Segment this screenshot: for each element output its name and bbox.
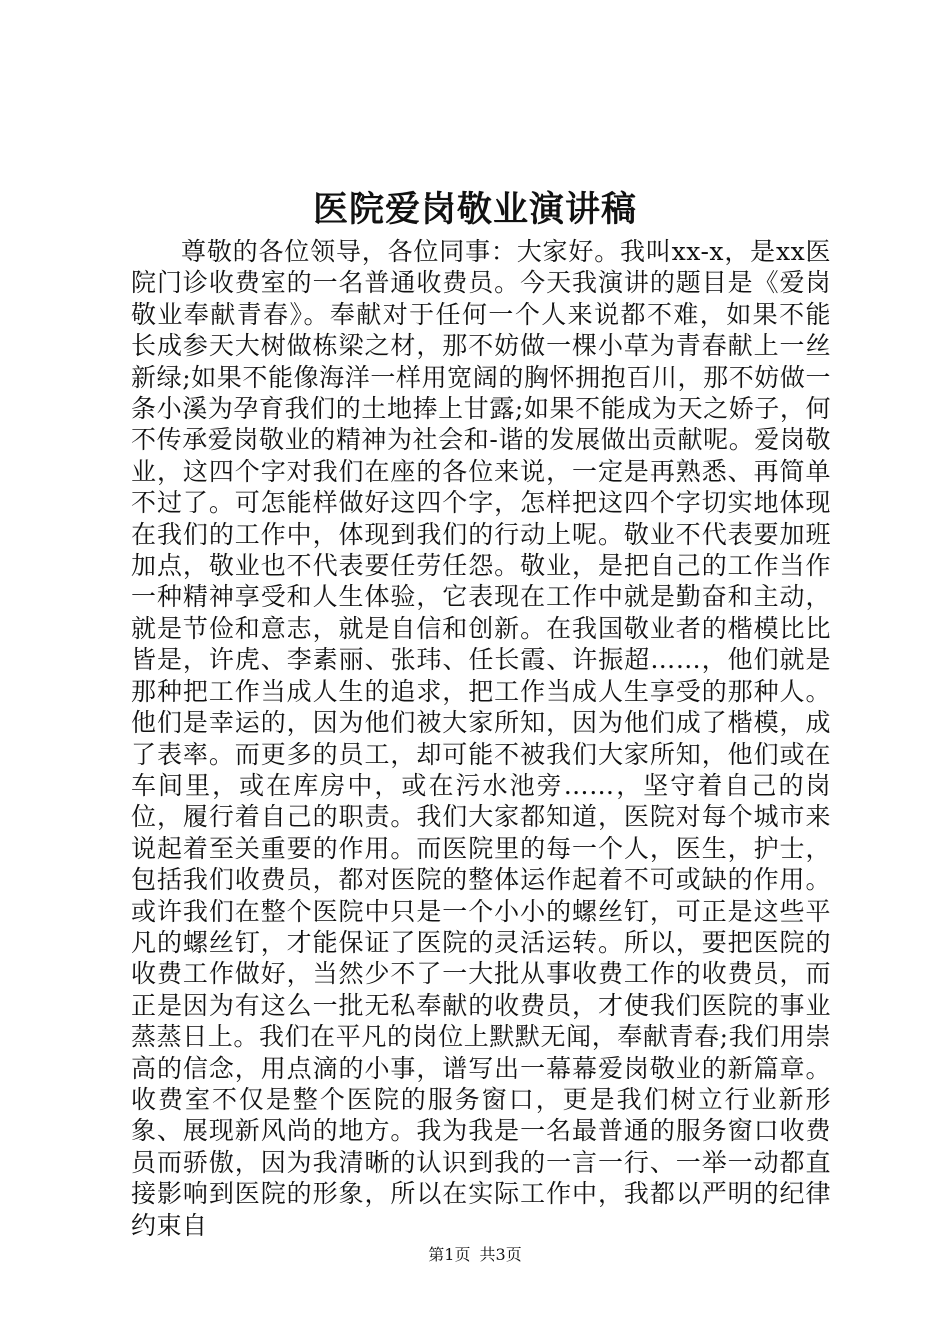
page-number: 第1页 (428, 1245, 471, 1264)
page-total: 共3页 (479, 1245, 522, 1264)
page-title: 医院爱岗敬业演讲稿 (312, 189, 637, 230)
page-footer (0, 1245, 950, 1265)
body-paragraph: 尊敬的各位领导，各位同事：大家好。我叫xx-x，是xx医院门诊收费室的一名普通收费员。今天我演讲的题目是《爱岗敬业奉献青春》。奉献对于任何一个人来说都不难，如果不能长成参天大树做栋梁之材，那不妨做一棵小草为青春献上一丝新绿;如果不能像海洋一样用宽阔的胸怀拥抱百川，那不妨做一条小溪为孕育我们的土地捧上甘露;如果不能成为天之娇子，何不传承爱岗敬业的精神为社会和-谐的发展做出贡献呢。爱岗敬业，这四个字对我们在座的各位来说，一定是再熟悉、再简单不过了。可怎能样做好这四个字，怎样把这四个字切实地体现在我们的工作中，体现到我们的行动上呢。敬业不代表要加班加点，敬业也不代表要任劳任怨。敬业，是把自己的工作当作一种精神享受和人生体验，它表现在工作中就是勤奋和主动，就是节俭和意志，就是自信和创新。在我国敬业者的楷模比比皆是，许虎、李素丽、张玮、任长霞、许振超……，他们就是那种把工作当成人生的追求，把工作当成人生享受的那种人。他们是幸运的，因为他们被大家所知，因为他们成了楷模，成了表率。而更多的员工，却可能不被我们大家所知，他们或在车间里，或在库房中，或在污水池旁……，坚守着自己的岗位，履行着自己的职责。我们大家都知道，医院对每个城市来说起着至关重要的作用。而医院里的每一个人，医生，护士，包括我们收费员，都对医院的整体运作起着不可或缺的作用。或许我们在整个医院中只是一个小小的螺丝钉，可正是这些平凡的螺丝钉，才能保证了医院的灵活运转。所以，要把医院的收费工作做好，当然少不了一大批从事收费工作的收费员，而正是因为有这么一批无私奉献的收费员，才使我们医院的事业蒸蒸日上。我们在平凡的岗位上默默无闻，奉献青春;我们用崇高的信念，用点滴的小事，谱写出一幕幕爱岗敬业的新篇章。收费室不仅是整个医院的服务窗口，更是我们树立行业新形象、展现新风尚的地方。我为我是一名最普通的服务窗口收费员而骄傲，因为我清晰的认识到我的一言一行、一举一动都直接影响到医院的形象，所以在实际工作中，我都以严明的纪律约束自 (131, 237, 831, 1240)
